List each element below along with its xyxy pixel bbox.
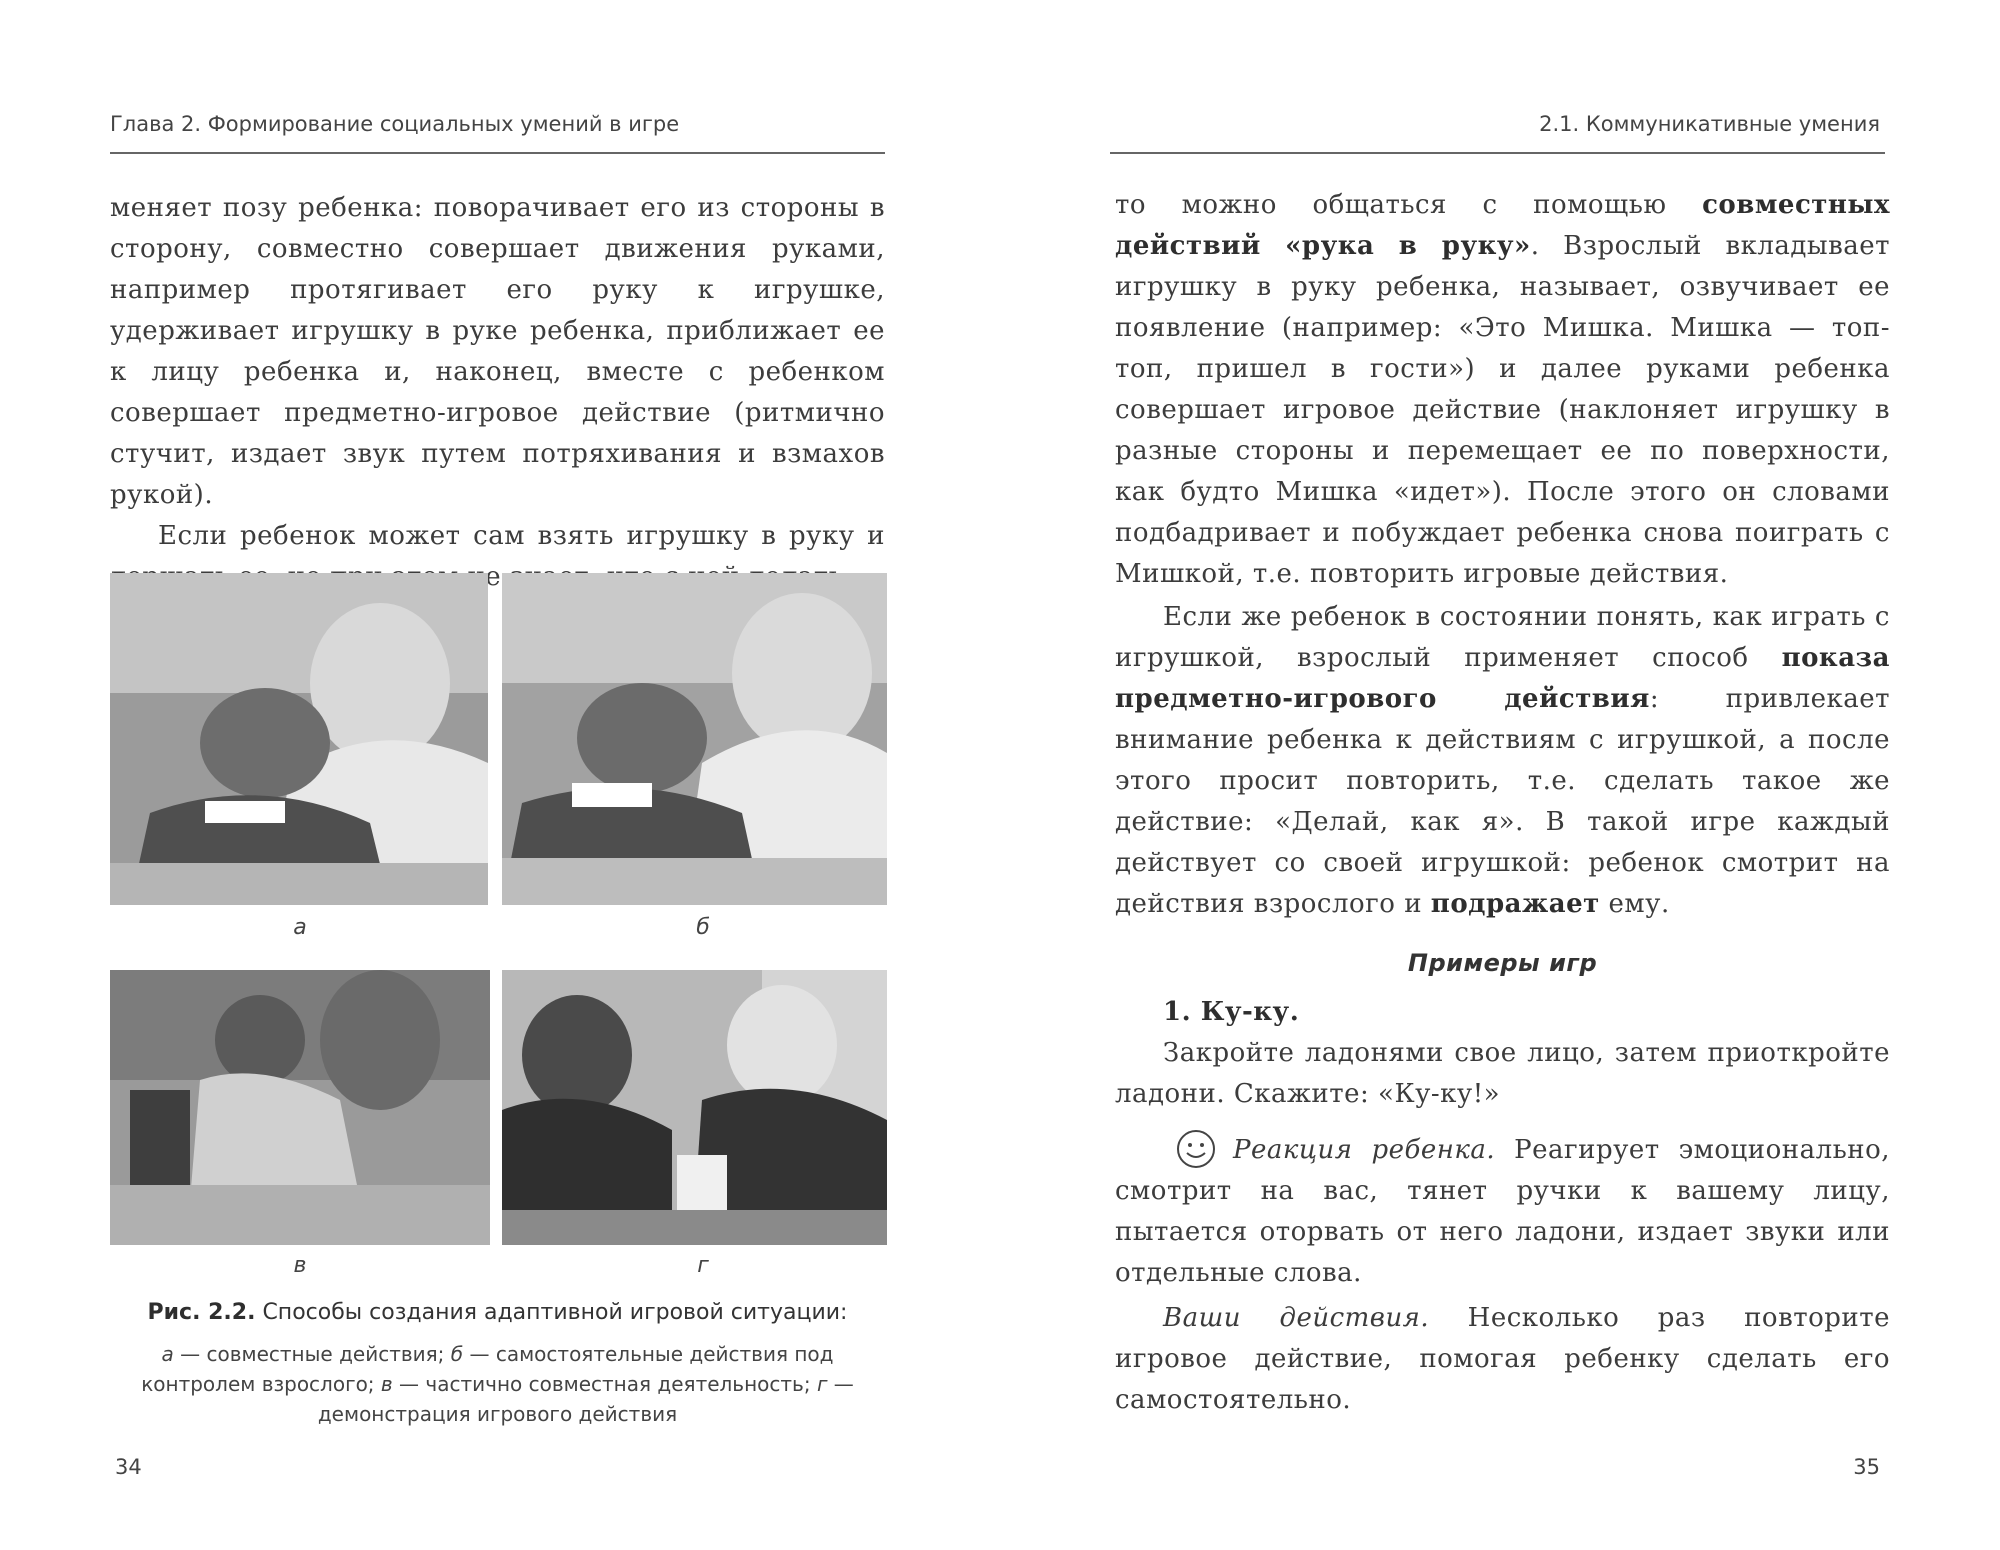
game-text: Закройте ладонями свое лицо, затем приоткройте ладони. Скажите: «Ку-ку!» (1115, 1038, 1890, 1109)
figure-number: Рис. 2.2. (147, 1300, 256, 1325)
page-number-left: 34 (115, 1455, 142, 1479)
p2-text-a: Если же ребенок в состоянии понять, как играть с игрушкой, взрослый применяет способ (1115, 602, 1890, 673)
photo-a (110, 573, 488, 905)
right-page (1000, 0, 2000, 1550)
p1-bold: совместных действий «рука в руку» (1115, 190, 1890, 261)
game-title-text: 1. Ку-ку. (1163, 997, 1300, 1027)
reaction-label: Реакция ребенка. (1233, 1135, 1496, 1165)
right-paragraph-1 (1115, 185, 1890, 595)
figure-caption (110, 1339, 885, 1429)
actions-label: Ваши действия. (1163, 1303, 1430, 1333)
caption-text-c: — частично совместная деятельность; (392, 1372, 817, 1396)
actions-paragraph (1115, 1298, 1890, 1421)
left-paragraph-1: меняет позу ребенка: поворачивает его из стороны в сторону, совместно совершает движения руками, например протягивает его руку к игрушке, удерживает игрушку в руке ребенка, приближает ее к лицу ребенка и, наконец, вместе с ребенком совершает предметно-игровое действие (ритмично стучит, издает звук путем потряхивания и взмахов рукой). (110, 193, 885, 510)
figure-label-a: а (293, 915, 307, 940)
reaction-paragraph (1115, 1130, 1890, 1294)
caption-text-b: — самостоятельные действия под контролем взрослого; (141, 1342, 834, 1396)
smiley-icon (1175, 1128, 1217, 1170)
right-paragraph-2 (1115, 597, 1890, 925)
figure-label-d: г (697, 1253, 709, 1278)
p2-text-b: : привлекает внимание ребенка к действиям с игрушкой, а после этого просит повторить, т.е. сделать такое же действие: «Делай, как я». В такой игре каждый действует со своей игрушкой: ребенок смотрит на действия взрослого и (1115, 684, 1890, 919)
figure-label-b: б (696, 915, 710, 940)
header-rule-right (1110, 152, 1885, 154)
header-rule-left (110, 152, 885, 154)
photo-b (502, 573, 887, 905)
caption-letter-a: а (161, 1342, 174, 1366)
figure-label-c: в (293, 1253, 307, 1278)
reaction-text: Реагирует эмоционально, смотрит на вас, тянет ручки к вашему лицу, пытается оторвать от него ладони, издает звуки или отдельные слова. (1115, 1135, 1891, 1288)
caption-letter-c: в (380, 1372, 393, 1396)
photo-d (502, 970, 887, 1245)
caption-text-a: — совместные действия; (173, 1342, 451, 1366)
caption-letter-d: г (816, 1372, 828, 1396)
p1-text-b: . Взрослый вкладывает игрушку в руку ребенка, называет, озвучивает ее появление (например: «Это Мишка. Мишка — топ-топ, пришел в гости») и далее руками ребенка совершает игровое действие (наклоняет игрушку в разные стороны и перемещает ее по поверхности, как будто Мишка «идет»). После этого он словами подбадривает и побуждает ребенка снова поиграть с Мишкой, т.е. повторить игровые действия. (1115, 231, 1891, 589)
actions-text: Несколько раз повторите игровое действие, помогая ребенку сделать его самостоятельно. (1115, 1303, 1890, 1415)
photo-c (110, 970, 490, 1245)
figure-title-text: Способы создания адаптивной игровой ситуации: (255, 1300, 848, 1325)
left-paragraph-2: Если ребенок может сам взять игрушку в руку и (158, 521, 885, 551)
page-number-right: 35 (1853, 1455, 1880, 1479)
p2-bold-2: подражает (1430, 889, 1600, 919)
game-title (1115, 992, 1890, 1033)
caption-text-d: — демонстрация игрового действия (317, 1372, 854, 1426)
right-body-text (1115, 185, 1890, 1421)
figure-title (110, 1300, 885, 1325)
p1-text-a: то можно общаться с помощью (1115, 190, 1703, 220)
p2-text-c: ему. (1599, 889, 1670, 919)
section-title: Примеры игр (1407, 949, 1598, 977)
running-head-right: 2.1. Коммуникативные умения (1539, 112, 1880, 136)
p2-bold: показа предметно-игрового действия (1115, 643, 1890, 714)
running-head-left: Глава 2. Формирование социальных умений в игре (110, 112, 680, 136)
caption-letter-b: б (450, 1342, 464, 1366)
left-body-text (110, 188, 885, 598)
